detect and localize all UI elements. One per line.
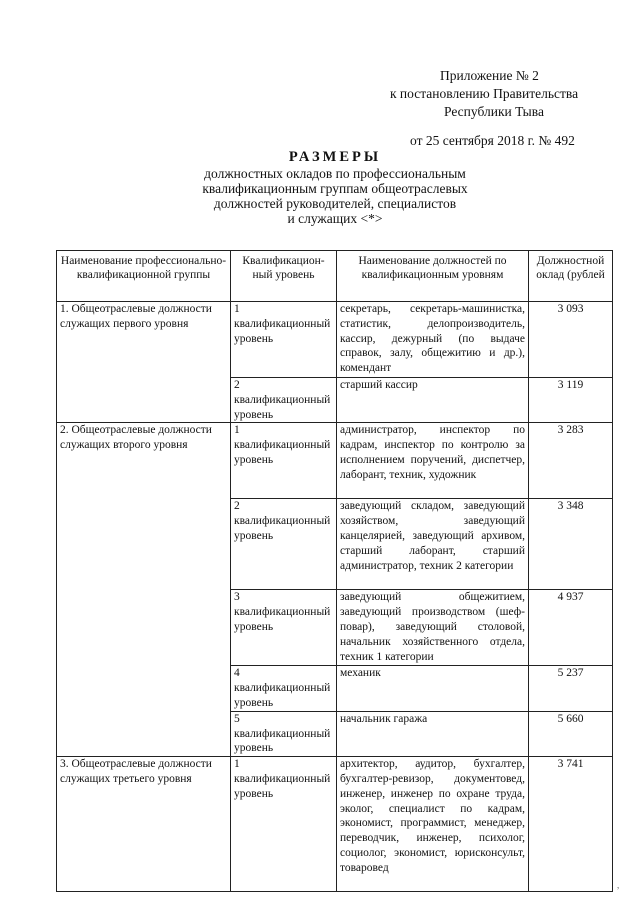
page-corner-mark: ,: [617, 880, 620, 890]
salary-value: 4 937: [529, 590, 613, 666]
position-list: архитектор, аудитор, бухгалтер, бухгалтер-ревизор, документовед, инженер, инженер по охране труда, эколог, специалист по кадрам, экономист, программист, менеджер, переводчик, инженер, психолог, социолог, экономист, юрисконсульт, товаровед: [337, 757, 529, 892]
qualification-level: 2 квалификационный уровень: [231, 378, 337, 423]
qualification-level: 4 квалификационный уровень: [231, 666, 337, 711]
qualification-level: 1 квалификационный уровень: [231, 757, 337, 892]
qualification-level: 1 квалификационный уровень: [231, 302, 337, 378]
group-name: 1. Общеотраслевые должности служащих первого уровня: [57, 302, 231, 423]
resolution-reference: к постановлению Правительства: [390, 86, 579, 101]
salary-value: 3 093: [529, 302, 613, 378]
qualification-level: 2 квалификационный уровень: [231, 499, 337, 590]
table-header-row: [57, 251, 613, 302]
title-line-3: должностей руководителей, специалистов: [213, 196, 457, 211]
document-date: от 25 сентября 2018 г. № 492: [410, 133, 575, 148]
group-name: 2. Общеотраслевые должности служащих второго уровня: [57, 423, 231, 757]
position-list: начальник гаража: [337, 711, 529, 756]
salary-table: [56, 250, 613, 892]
table-row: [57, 423, 613, 499]
header-salary: Должностной оклад (рублей: [529, 251, 613, 302]
position-list: заведующий общежитием, заведующий производством (шеф-повар), заведующий столовой, начальник хозяйственного отдела, техник 1 категории: [337, 590, 529, 666]
table-row: [57, 302, 613, 378]
salary-value: 3 283: [529, 423, 613, 499]
salary-value: 3 119: [529, 378, 613, 423]
header-positions: Наименование должностей по квалификационным уровням: [337, 251, 529, 302]
qualification-level: 3 квалификационный уровень: [231, 590, 337, 666]
position-list: старший кассир: [337, 378, 529, 423]
title-main: РАЗМЕРЫ: [288, 149, 382, 165]
header-group-name: Наименование профессионально-квалификационной группы: [57, 251, 231, 302]
salary-value: 3 741: [529, 757, 613, 892]
position-list: секретарь, секретарь-машинистка, статистик, делопроизводитель, кассир, дежурный (по выдаче справок, залу, общежитию и др.), комендант: [337, 302, 529, 378]
position-list: администратор, инспектор по кадрам, инспектор по контролю за исполнением поручений, диспетчер, лаборант, техник, художник: [337, 423, 529, 499]
position-list: механик: [337, 666, 529, 711]
title-line-2: квалификационным группам общеотраслевых: [202, 181, 468, 196]
republic-name: Республики Тыва: [444, 104, 544, 119]
salary-value: 3 348: [529, 499, 613, 590]
title-line-4: и служащих <*>: [287, 211, 383, 226]
appendix-number: Приложение № 2: [440, 68, 539, 83]
salary-value: 5 237: [529, 666, 613, 711]
position-list: заведующий складом, заведующий хозяйством, заведующий канцелярией, заведующий архивом, старший лаборант, старший администратор, техник 2 категории: [337, 499, 529, 590]
document-title: [160, 150, 510, 226]
header-qualification-level: Квалификацион-ный уровень: [231, 251, 337, 302]
group-name: 3. Общеотраслевые должности служащих третьего уровня: [57, 757, 231, 892]
qualification-level: 5 квалификационный уровень: [231, 711, 337, 756]
title-line-1: должностных окладов по профессиональным: [204, 166, 466, 181]
qualification-level: 1 квалификационный уровень: [231, 423, 337, 499]
table-row: [57, 757, 613, 892]
salary-value: 5 660: [529, 711, 613, 756]
